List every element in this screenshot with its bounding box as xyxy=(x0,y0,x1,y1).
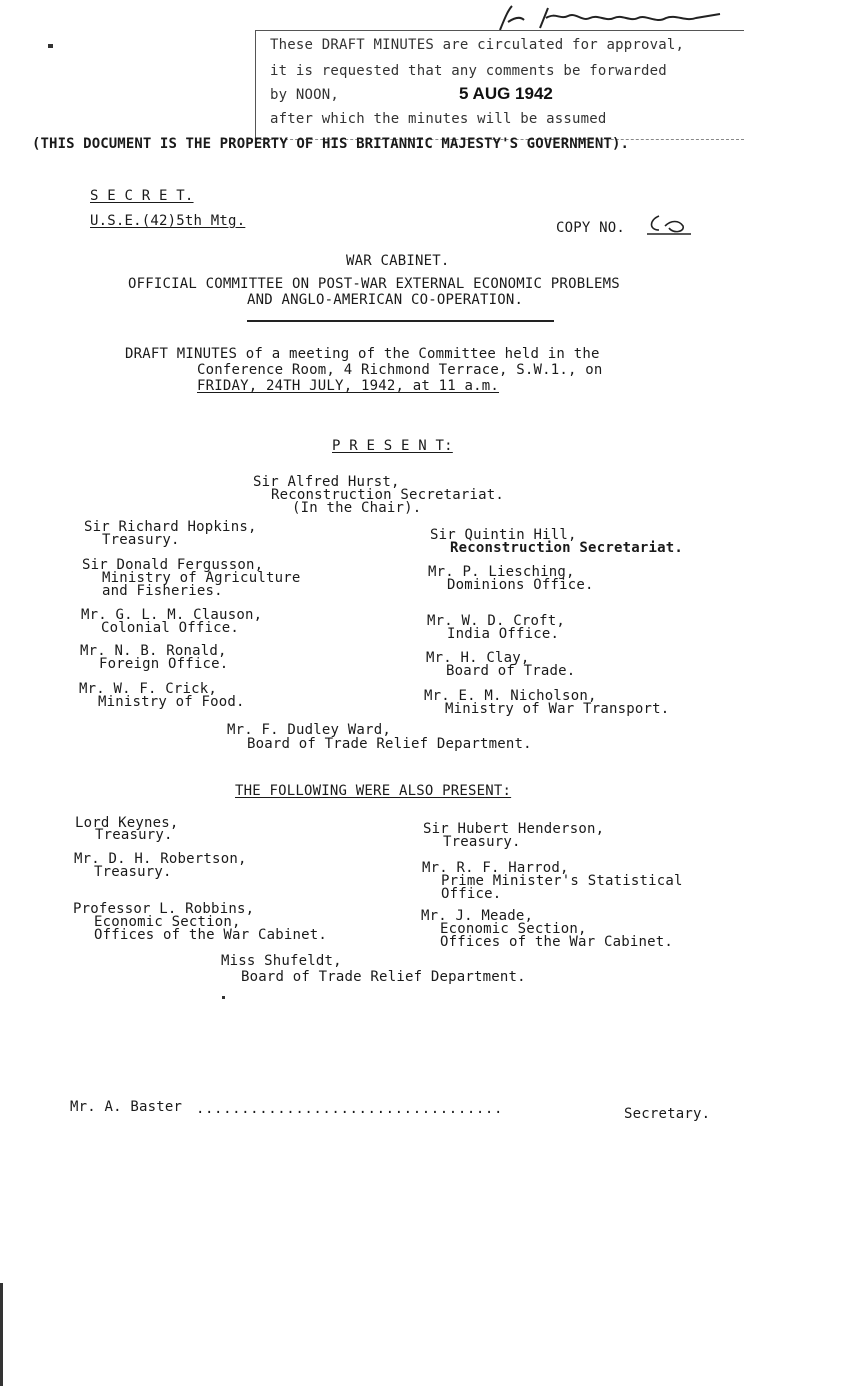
attendee-dept: and Fisheries. xyxy=(102,583,223,599)
stamp-line-3: by NOON, xyxy=(270,87,340,103)
present-heading: P R E S E N T: xyxy=(332,438,453,454)
header-committee-line-1: OFFICIAL COMMITTEE ON POST-WAR EXTERNAL ECONOMIC PROBLEMS xyxy=(128,276,620,292)
attendee-name: Mr. R. F. Harrod, xyxy=(422,860,569,876)
attendee-name: Mr. P. Liesching, xyxy=(428,564,575,580)
attendee-dept: Dominions Office. xyxy=(447,577,594,593)
attendee-dept: Reconstruction Secretariat. xyxy=(450,540,683,556)
attendee-name: Professor L. Robbins, xyxy=(73,901,255,917)
attendee-dept: Colonial Office. xyxy=(101,620,240,636)
stamp-line-4: after which the minutes will be assumed xyxy=(270,111,607,127)
attendee-name: Mr. H. Clay, xyxy=(426,650,530,666)
attendee-name: Sir Richard Hopkins, xyxy=(84,519,257,535)
header-committee-line-2: AND ANGLO-AMERICAN CO-OPERATION. xyxy=(247,292,524,308)
attendee-dept: Offices of the War Cabinet. xyxy=(94,927,327,943)
attendee-dept: Economic Section, xyxy=(440,921,587,937)
attendee-dept: Economic Section, xyxy=(94,914,241,930)
stamp-line-1: These DRAFT MINUTES are circulated for approval, xyxy=(270,37,685,53)
chair-name: Sir Alfred Hurst, xyxy=(253,474,400,490)
attendee-dept: Treasury. xyxy=(95,827,173,843)
scan-mark xyxy=(222,996,225,999)
copy-no-label: COPY NO. xyxy=(556,220,626,236)
attendee-name: Mr. W. F. Crick, xyxy=(79,681,218,697)
attendee-name: Sir Hubert Henderson, xyxy=(423,821,605,837)
attendee-name: Sir Donald Fergusson, xyxy=(82,557,264,573)
attendee-dept: Board of Trade Relief Department. xyxy=(241,969,526,985)
attendee-name: Mr. J. Meade, xyxy=(421,908,534,924)
attendee-name: Miss Shufeldt, xyxy=(221,953,342,969)
attendee-dept: Board of Trade. xyxy=(446,663,576,679)
attendee-name: Mr. N. B. Ronald, xyxy=(80,643,227,659)
meeting-line-3: FRIDAY, 24TH JULY, 1942, at 11 a.m. xyxy=(197,378,500,394)
attendee-dept: Ministry of Agriculture xyxy=(102,570,301,586)
attendee-name: Lord Keynes, xyxy=(75,815,179,831)
property-notice: (THIS DOCUMENT IS THE PROPERTY OF HIS BRITANNIC MAJESTY'S GOVERNMENT). xyxy=(32,136,630,152)
attendee-dept: Treasury. xyxy=(443,834,521,850)
header-war-cabinet: WAR CABINET. xyxy=(346,253,450,269)
attendee-name: Mr. E. M. Nicholson, xyxy=(424,688,597,704)
attendee-name: Mr. W. D. Croft, xyxy=(427,613,566,629)
attendee-name: Mr. G. L. M. Clauson, xyxy=(81,607,263,623)
attendee-name: Mr. D. H. Robertson, xyxy=(74,851,247,867)
attendee-dept: India Office. xyxy=(447,626,560,642)
secretary-name: Mr. A. Baster xyxy=(70,1099,183,1115)
secretary-role: Secretary. xyxy=(624,1106,711,1122)
attendee-name: Sir Quintin Hill, xyxy=(430,527,577,543)
stamp-line-2: it is requested that any comments be forwarded xyxy=(270,63,667,79)
chair-dept: Reconstruction Secretariat. xyxy=(271,487,504,503)
stamp-date: 5 AUG 1942 xyxy=(459,84,553,103)
also-present-heading: THE FOLLOWING WERE ALSO PRESENT: xyxy=(235,783,512,799)
scan-edge-mark xyxy=(0,1283,3,1386)
attendee-dept: Ministry of Food. xyxy=(98,694,245,710)
scan-mark xyxy=(48,44,53,48)
meeting-line-1: DRAFT MINUTES of a meeting of the Committee held in the xyxy=(125,346,600,362)
secretary-leader: .................................. xyxy=(196,1101,503,1117)
chair-note: (In the Chair). xyxy=(292,500,422,516)
circulation-stamp xyxy=(255,30,744,140)
header-rule xyxy=(247,320,554,322)
attendee-dept: Board of Trade Relief Department. xyxy=(247,736,532,752)
attendee-dept: Prime Minister's Statistical xyxy=(441,873,683,889)
attendee-dept: Office. xyxy=(441,886,502,902)
attendee-dept: Treasury. xyxy=(102,532,180,548)
attendee-name: Mr. F. Dudley Ward, xyxy=(227,722,391,738)
attendee-dept: Offices of the War Cabinet. xyxy=(440,934,673,950)
attendee-dept: Foreign Office. xyxy=(99,656,229,672)
reference-number: U.S.E.(42)5th Mtg. xyxy=(90,213,246,229)
attendee-dept: Treasury. xyxy=(94,864,172,880)
meeting-line-2: Conference Room, 4 Richmond Terrace, S.W.1., on xyxy=(197,362,603,378)
classification: S E C R E T. xyxy=(90,188,194,204)
attendee-dept: Ministry of War Transport. xyxy=(445,701,670,717)
copy-number-handwritten xyxy=(645,212,695,236)
